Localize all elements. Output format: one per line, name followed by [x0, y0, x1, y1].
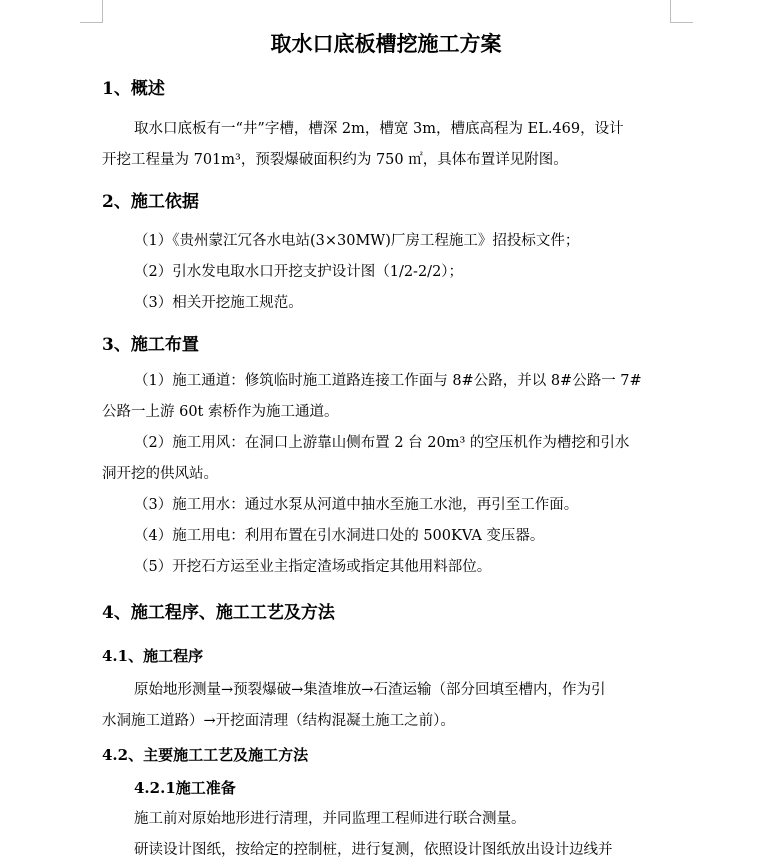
- document-title: 取水口底板槽挖施工方案: [270, 31, 502, 56]
- section-1-heading: 1、概述: [102, 79, 165, 99]
- page-corner-mark-right: [670, 0, 693, 23]
- section-2-item-3: （3）相关开挖施工规范。: [134, 295, 303, 311]
- section-4-2-1-heading: 4.2.1施工准备: [134, 779, 236, 797]
- section-2-heading: 2、施工依据: [102, 192, 199, 212]
- section-4-2-1-line-1: 施工前对原始地形进行清理，并同监理工程师进行联合测量。: [134, 811, 526, 827]
- section-3-heading: 3、施工布置: [102, 335, 199, 355]
- section-4-heading: 4、施工程序、施工工艺及方法: [102, 603, 335, 623]
- section-4-2-1-line-2: 研读设计图纸，按给定的控制桩，进行复测，依照设计图纸放出设计边线并: [134, 842, 613, 858]
- section-4-2-heading: 4.2、主要施工工艺及施工方法: [102, 746, 309, 764]
- section-3-item-2-line-1: （2）施工用风：在洞口上游靠山侧布置 2 台 20m³ 的空压机作为槽挖和引水: [134, 435, 630, 451]
- section-1-para-line-2: 开挖工程量为 701m³，预裂爆破面积约为 750 ㎡，具体布置详见附图。: [102, 152, 568, 168]
- section-3-item-3: （3）施工用水：通过水泵从河道中抽水至施工水池，再引至工作面。: [134, 497, 579, 513]
- section-4-1-line-2: 水洞施工道路）→开挖面清理（结构混凝土施工之前）。: [102, 713, 455, 729]
- page-corner-mark-left: [80, 0, 103, 23]
- section-2-item-1: （1）《贵州蒙江冗各水电站(3×30MW)厂房工程施工》招投标文件；: [134, 233, 580, 249]
- section-3-item-4: （4）施工用电：利用布置在引水洞进口处的 500KVA 变压器。: [134, 528, 545, 544]
- section-4-1-heading: 4.1、施工程序: [102, 647, 204, 665]
- section-4-1-line-1: 原始地形测量→预裂爆破→集渣堆放→石渣运输（部分回填至槽内，作为引: [134, 682, 606, 698]
- section-1-para-line-1: 取水口底板有一“井”字槽，槽深 2m，槽宽 3m，槽底高程为 EL.469，设计: [134, 121, 624, 137]
- section-3-item-1-line-2: 公路一上游 60t 索桥作为施工通道。: [102, 404, 339, 420]
- section-3-item-5: （5）开挖石方运至业主指定渣场或指定其他用料部位。: [134, 559, 492, 575]
- section-2-item-2: （2）引水发电取水口开挖支护设计图（1/2-2/2）；: [134, 264, 464, 280]
- section-3-item-1-line-1: （1）施工通道：修筑临时施工道路连接工作面与 8#公路，并以 8#公路一 7#: [134, 373, 642, 389]
- section-3-item-2-line-2: 洞开挖的供风站。: [102, 466, 218, 482]
